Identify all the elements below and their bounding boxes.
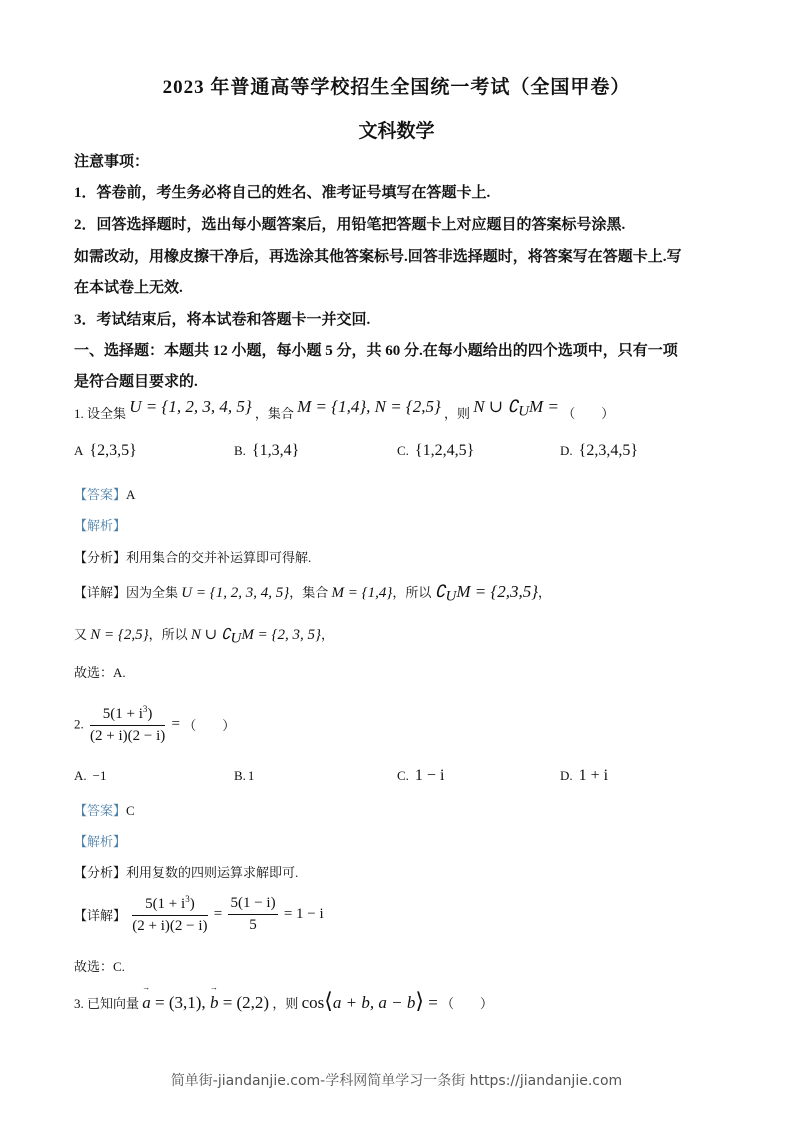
q1-then-text: ，则 [444, 406, 471, 421]
q2-answer [74, 800, 135, 819]
q1-option-c: C. {1,2,4,5} [397, 442, 475, 459]
notice-item-2-cont: 如需改动，用橡皮擦干净后，再选涂其他答案标号.回答非选择题时，将答案写在答题卡上.写 [74, 249, 682, 265]
q2-blank: （ ） [183, 718, 236, 733]
section-heading-line2: 是符合题目要求的. [74, 374, 198, 390]
q2-number: 2. [74, 716, 84, 732]
q2-detail: 【详解】 $\frac{5(1 + i^3)}{(2 + i)(2 - i)}$ = $\frac{5(1 - i)}{5}$ = 1 − i [74, 894, 324, 934]
q1-blank: （ ） [562, 406, 615, 421]
q1-option-d: D. {2,3,4,5} [560, 442, 638, 459]
section-heading-line1: 一、选择题：本题共 12 小题，每小题 5 分，共 60 分.在每小题给出的四个选项中，只有一项 [74, 343, 678, 359]
q2-option-a: A. −1 [74, 768, 107, 783]
answer-tag: 【答案】 [74, 487, 127, 502]
q1-expression: N ∪ $∁_UM$ = [473, 397, 559, 420]
q1-fenxi: 【分析】利用集合的交并补运算即可得解. [74, 550, 312, 565]
question-3: 3. 已知向量 → a = (3,1), → b = (2,2) ，则 cos⟨a + b, a − b⟩ = （ ） [74, 988, 493, 1014]
page-footer: 简单街-jiandanjie.com-学科网简单学习一条街 https://jiandanjie.com [170, 1073, 623, 1089]
q3-number: 3. 已知向量 [74, 996, 140, 1011]
answer-tag: 【答案】 [74, 803, 127, 818]
notice-item-2-cont2: 在本试卷上无效. [74, 280, 183, 296]
q1-number: 1. 设全集 [74, 406, 127, 421]
q2-option-c: C. 1 − i [397, 767, 445, 784]
q2-conclusion: 故选：C. [74, 959, 125, 974]
exam-title: 2023 年普通高等学校招生全国统一考试（全国甲卷） [162, 77, 631, 98]
question-2: 2. $\frac{5(1 + i^3)}{(2 + i)(2 - i)}$ = （ ） [74, 704, 236, 744]
q1-conclusion: 故选：A. [74, 665, 126, 680]
q1-option-a: A {2,3,5} [74, 442, 137, 459]
q2-option-b: B. 1 [234, 768, 255, 783]
q3-blank: （ ） [441, 996, 494, 1011]
notice-item-1: 1．答卷前，考生务必将自己的姓名、准考证号填写在答题卡上. [74, 185, 491, 201]
notice-item-2: 2．回答选择题时，选出每小题答案后，用铅笔把答题卡上对应题目的答案标号涂黑. [74, 217, 626, 233]
q1-mid-text: ，集合 [254, 406, 294, 421]
q1-analysis-tag: 【解析】 [74, 518, 127, 533]
q1-detail-line2: 又 N = {2,5}，所以 N ∪ $∁_UM = \{2$, 3, 5}， [74, 627, 335, 647]
notice-heading: 注意事项： [74, 154, 150, 170]
q1-universal-set: U = {1, 2, 3, 4, 5} [129, 397, 252, 416]
q1-detail-line1: 【详解】因为全集 U = {1, 2, 3, 4, 5}，集合 M = {1,4}，所以 $∁_UM = \{2,3,5\}$， [74, 582, 552, 605]
q2-option-d: D. 1 + i [560, 767, 609, 784]
answer-value: C [126, 803, 135, 818]
notice-item-3: 3．考试结束后，将本试卷和答题卡一并交回. [74, 312, 371, 328]
q2-detail-fraction-2: $\frac{5(1 - i)}{5}$ [230, 895, 276, 933]
question-1 [74, 397, 615, 427]
q2-fenxi: 【分析】利用复数的四则运算求解即可. [74, 865, 299, 880]
q2-detail-fraction-1: $\frac{5(1 + i^3)}{(2 + i)(2 - i)}$ [132, 894, 208, 934]
q2-fraction: $\frac{5(1 + i^3)}{(2 + i)(2 - i)}$ [90, 704, 166, 744]
q1-sets-mn: M = {1,4}, N = {2,5} [297, 397, 441, 416]
q2-analysis-tag: 【解析】 [74, 834, 127, 849]
q1-option-b: B. {1,3,4} [234, 442, 300, 459]
q1-answer [74, 484, 135, 503]
answer-value: A [126, 487, 136, 502]
exam-subtitle: 文科数学 [358, 121, 435, 142]
